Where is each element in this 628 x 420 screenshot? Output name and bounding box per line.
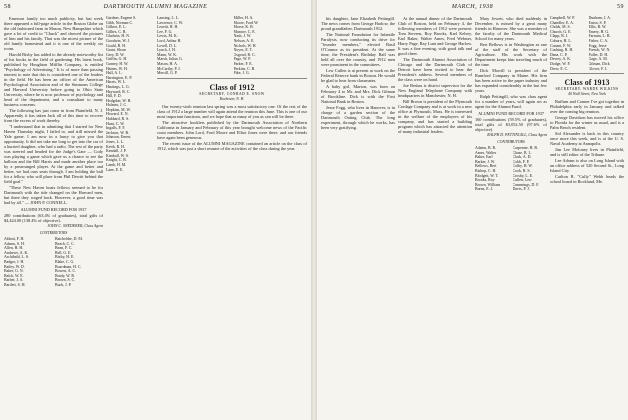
contributor-name: Gillies, C. R. [106, 29, 127, 34]
contributor-name: Pike, J. G. [233, 71, 250, 76]
contributor-name: Lawrence, C. W. [157, 20, 184, 25]
paragraph: Bill Brown is president of the Plymouth Cordage Company and is at work in a new office at Plymouth, Mass. He is interested in the welfare of the employees of his company, and has started a building program which has attracted the attention of many industrial leaders. [398, 99, 472, 134]
contributor-name: Burns, E. J. [475, 187, 494, 192]
right-page-number: 59 [617, 4, 624, 10]
contributor-name: Moore, Ford W. [233, 20, 259, 25]
contributor-name: Kendall, J. P. [106, 149, 127, 154]
contributor-name: Harrington, E. P. [106, 75, 133, 80]
paragraph: Mary Jewett, who died suddenly in December, is missed by a great many friends in Hanover. She was a member of the faculty of the Dartmouth Medical School for many years. [475, 16, 547, 41]
contributor-name: Nelson, A. E. [233, 38, 255, 43]
paragraph: Lee Adams is also on Long Island with an office address of 520 Second St., Long Island City. [550, 158, 624, 174]
contributor-name: Goodwin, W. J. [106, 38, 131, 43]
contributor-name: Miller, H. A. [233, 16, 254, 20]
paragraph: Ralph Pettingill, who was class agent for a number of years, will again act as agent for the Alumni Fund. [475, 94, 547, 109]
contributor-name: Hunt, C. W. [106, 121, 125, 126]
contributor-name: Bishop, C. H. [475, 168, 497, 173]
contributor-name: Gladwin, H. N. [106, 34, 130, 39]
contributor-name: Gilman, Dick [588, 61, 610, 66]
class-agent: RALPH D. PETTINGILL, Class Agent [487, 133, 547, 137]
paragraph: Dick Morrill is president of the Rumford Company in Maine. His firm has been active in the paper industry and has expanded considerably in the last few years. [475, 68, 547, 93]
contributor-name: Clapp, R. J. [550, 34, 569, 39]
magazine-title: DARTMOUTH ALUMNI MAGAZINE [103, 4, 208, 10]
contributor-name: Glover, F. J. [588, 66, 608, 71]
paragraph: Sid Alexander is back in this country once more this week, and is at the U. S. Naval Academy at Annapolis. [550, 131, 624, 147]
contributor-name: French, W. N. [588, 48, 611, 53]
contributor-name: Hopkins, M. W. [106, 107, 131, 112]
contributor-name: Crosby, L. E. [512, 173, 534, 178]
contributor-name: Haines, W. H. [106, 66, 128, 71]
contributor-name: Jackson, W. B. [106, 130, 130, 135]
contributor-name: Bellows, Bert [475, 164, 497, 169]
contributor-name: Barker, J. W. [475, 159, 496, 164]
contributor-name: Eaton, S. P. [588, 20, 607, 25]
contributor-name: Cook, R. S. [512, 168, 531, 173]
contributor-name: Davis, P. J. [512, 187, 530, 192]
contributor-name: Colby, H. W. [512, 164, 533, 169]
contributor-name: Batchelder, D. M. [55, 237, 83, 241]
contributor-name: Hayward, R. C. [106, 89, 131, 94]
contributor-name: Brown, William [475, 182, 501, 187]
contributor-name: Gage, A. M. [588, 57, 608, 62]
contributor-name: Abbott, F. H. [4, 237, 25, 241]
contributor-name: Cummings, D. F. [512, 182, 540, 187]
contributor-name: Keith, R. H. [106, 144, 125, 149]
contributor-name: Brooks, Roy [475, 178, 495, 183]
contributor-name: Mann, W. K. [157, 52, 177, 57]
contributor-name: Leavitt, R. H. [157, 25, 179, 30]
contributor-name: Lord, Arthur H. [157, 38, 182, 43]
contributor-name: Hastings, L. G. [106, 84, 130, 89]
class-heading [550, 78, 624, 97]
contributor-name: Church, G. E. [550, 29, 572, 34]
contributor-name: Drew, E. C. [550, 66, 569, 71]
contributor-name: Lee, F. G. [157, 29, 173, 34]
right-col-3 [475, 16, 547, 418]
contributor-name: Andrews, A. K. [4, 250, 29, 255]
contributor-name: Bowen, A. C. [55, 269, 77, 274]
contributor-name: Archibald, L. S. [4, 255, 29, 260]
left-col3-paragraphs [157, 104, 307, 151]
right-col3-paragraphs [475, 16, 547, 109]
class-address: 40 Wall Street, New York [568, 92, 606, 97]
contributor-name: Dana, C. P. [550, 52, 568, 57]
contributor-name: Lovell, D. L. [157, 43, 178, 48]
paragraph: Jim Lee Moloney lives in Plainfield, and is still editor of the Tribune. [550, 147, 624, 158]
contributor-name: Cobb, F. P. [512, 159, 530, 164]
paragraph: Emerson family too much publicity, but last week there appeared a full-page article in the Boston Globe on the old fashioned farm in Mason, New Hampshire which gave a lot of credit to "Chuck" and showed the pictures of him and his family. That was the nicest picture of the old family homestead and it is one of the weekly six room. [4, 16, 103, 51]
class-secretary: SECRETARY, WARDE WILKINS [555, 87, 619, 92]
paragraph: The attractive booklets published by the Dartmouth Association of Northern California in January and February of this year brought welcome news of the Pacific coast members. John Lord, Ford Moore and Elliot Jones were there, and our friends have again been generous. [157, 119, 307, 140]
contributor-name: Brady, W. R. [55, 273, 75, 278]
paragraph: The following has just come in from Plainfield, N. J. Apparently it has taken Jack all of this time to recover from the excess of work thereby. [4, 108, 103, 123]
class-address: Rochester, N. H. [219, 96, 245, 101]
paragraph: Our twenty-sixth reunion last spring was a most satisfactory one. Of the rest of the class of 1912 a large number will again attend the reunion this June. This is one of our most important functions, and we hope that as many of you as can will be there. [157, 103, 307, 119]
contributor-name: Bailey, W. D. [4, 264, 25, 269]
contributor-name: Clark, A. D. [512, 155, 532, 160]
paragraph: The Dartmouth Alumni Association of Chicago and the Dartmouth Club of Detroit have been invited to hear the President's address. Several members of the class were on hand. [398, 57, 472, 82]
contributor-name: Bell, G. E. [55, 250, 72, 255]
paragraph: At the annual dinner of the Dartmouth Club of Boston, held on February 4, the following members of 1912 were present: Tom Stevens, Roy Brooks, Karl Kelsey, Earl Baker, Walter Ames, Fred Webster, Harry Page, Ray Lunt and George Harlow. It was a fine evening, with good talk and good cheer. [398, 16, 472, 56]
left-running-head [4, 4, 307, 14]
contributor-name: Adams, B. R. [475, 146, 497, 150]
divider [157, 78, 307, 79]
contributor-name: Perkins, C. B. [233, 66, 256, 71]
contributor-name: Gould, R. H. [106, 43, 126, 48]
contributor-name: Parker, F. E. [233, 61, 253, 66]
contributor-name: Childs, M. S. [550, 25, 571, 30]
contributor-name: Fisher, C. A. [588, 38, 609, 43]
contributor-name: McCarthy, P. J. [157, 66, 181, 71]
contributor-name: Morse, K. B. [233, 25, 254, 30]
contributor-name: Fogg, Jesse [588, 43, 607, 48]
right-col-1 [321, 16, 395, 418]
contributor-name: Hill, F. D. [106, 94, 122, 99]
contributor-name: Dunham, J. A. [588, 16, 611, 20]
contributor-name: Chandler, E. A. [550, 20, 574, 25]
contributor-name: Brown, S. C. [55, 278, 76, 283]
fund-record-text: 280 contributions (63.4% of graduates), total gifts of $4,424.00 (138.4% of objective). [4, 213, 103, 223]
contributor-name: Merrill, G. P. [157, 71, 178, 76]
left-col1-paragraphs [4, 16, 103, 205]
right-col-4 [550, 16, 624, 418]
contributor-name: Griffin, G. H. [106, 57, 128, 62]
contributor-name: Cushing, R. H. [550, 48, 574, 53]
contributor-name: Farnum, L. B. [588, 34, 611, 39]
contributor-name: Beach, C. C. [55, 241, 75, 246]
divider [550, 73, 624, 74]
contributor-name: Hall, A. L. [106, 71, 123, 76]
paragraph: Lew Cullen is at present at work on the Federal Reserve bank in Boston. He would be glad to hear from classmates. [321, 68, 395, 83]
paragraph: his daughter, Jane Elizabeth Pettingill. The news comes from George Harlow, the proud grandfather, Dartmouth 1912. [321, 16, 395, 31]
right-col1-paragraphs [321, 16, 395, 130]
contributor-name: Gurney, H. W. [106, 61, 129, 66]
contributor-name: Johnson, Ernest [106, 135, 131, 140]
contributor-name: Campbell, W. P. [550, 16, 575, 20]
contributor-name: Hodgdon, W. H. [106, 98, 132, 103]
left-page [0, 0, 311, 420]
fund-record-text: 160 contributions (59.5% of graduates), total gifts of $3,052.50 (97.6% of objective). [475, 117, 547, 132]
contributor-name: Cullen, Lew [512, 178, 532, 183]
paragraph: Joe Besbas is district supervisor for the New England Telephone Company with headquarters in Manchester, N. H. [398, 83, 472, 98]
contributors-list [4, 237, 103, 288]
contributor-name: Bartlett, S. H. [4, 282, 26, 287]
contributor-name: Allen, H. H. [4, 246, 24, 251]
contributor-name: Adams, S. H. [4, 241, 25, 246]
contributor-name: Howard, E. N. [106, 112, 129, 117]
contributor-name: Gibb, Norman C. [106, 20, 134, 25]
paragraph: A baby girl, Marion, was born on February 4 to Mr. and Mrs. Dick Gilman of Brookline. Dick is with the First National Bank in Boston. [321, 84, 395, 104]
class-secretary: SECRETARY, CONRAD E. SNOW [199, 91, 265, 96]
paragraph: Bert Bellows is in Washington as one of the staff of the Secretary of Agriculture. His work with the Department keeps him traveling much of the time. [475, 42, 547, 67]
fund-record-title: ALUMNI FUND RECORD FOR 1937 [478, 111, 544, 116]
contributor-name: Ames, Walter [475, 150, 497, 155]
contributor-name: Mason, H. A. [157, 61, 178, 66]
left-col-2 [106, 16, 154, 418]
contributor-name: Osgood, R. C. [233, 52, 256, 57]
contributor-name: Lansing, L. L. [157, 16, 180, 20]
right-col-2 [398, 16, 472, 418]
contributor-name: Noyes, E. T. [233, 48, 253, 53]
contributor-name: Gardner, Eugene S. [106, 16, 137, 20]
paragraph: George Davidson has moved his office to Florida for the winter as usual, and is a Palm Beach resident. [550, 115, 624, 131]
contributor-name: Gilbert, E. L. [106, 25, 127, 30]
contributors-heading: CONTRIBUTORS [39, 231, 68, 235]
right-col2-paragraphs [398, 16, 472, 134]
contributor-name: Jones, L. L. [106, 140, 125, 145]
contributor-name: Buck, J. P. [55, 282, 72, 287]
contributor-name: Holmes, J. C. [106, 103, 128, 108]
contributor-name: Ellis, R. W. [588, 25, 607, 30]
contributor-name: Page, W. P. [233, 57, 251, 62]
contributor-name: Knight, C. R. [106, 158, 127, 163]
contributor-name: Barber, J. A. [4, 278, 24, 283]
contributor-name: Munroe, C. E. [233, 29, 256, 34]
paragraph: Buffum and Conner I've got together in Philadelphia early in January and talked over the coming big reunion. [550, 99, 624, 115]
contributor-name: Coburn, H. L. [550, 38, 572, 43]
contributor-name: Hubbard, R. S. [106, 117, 130, 122]
contributor-name: Balch, W. E. [4, 273, 24, 278]
left-columns [4, 16, 307, 418]
contributors-heading: CONTRIBUTORS [497, 140, 525, 144]
paragraph: The National Foundation for Infantile Paralysis, now conducting its drive for "founder members," elected Basil O'Connor as its president. At the same time, the President's Birthday Ball was held all over the country, and 1912 men were prominent in the committees. [321, 32, 395, 67]
issue-date: MARCH, 1938 [451, 4, 494, 10]
contributor-name: Dewey, A. K. [550, 57, 572, 62]
left-page-number: 58 [4, 4, 11, 10]
contributor-name: Nash, J. W. [233, 34, 252, 39]
right-page [317, 0, 628, 420]
right-running-head [321, 4, 624, 14]
contributor-name: Lane, E. E. [106, 167, 124, 172]
contributor-name: Harris, W. L. [106, 80, 127, 85]
contributor-name: Dodge, W. F. [550, 61, 571, 66]
contributor-name: Fuller, D. H. [588, 52, 609, 57]
paragraph: Jesse Fogg, who lives in Hanover, is in charge of a garden section of the Dartmouth Outing Club. The long experiment, through which he works, has been very gratifying. [321, 105, 395, 130]
class-agent: JOHN C. SNEDEKER, Class Agent [47, 224, 103, 228]
class-title: Class of 1912 [209, 82, 255, 92]
contributor-name: Emery, H. G. [588, 29, 610, 34]
contributors-list [106, 16, 154, 172]
right-col4-paragraphs [550, 99, 624, 184]
contributor-name: Lewis, M. K. [157, 34, 178, 39]
paragraph: Carlton R. "Cully" Webb heads the school board in Rockland, Me. [550, 174, 624, 185]
contributor-name: Grant, Sloan [106, 48, 126, 53]
contributor-name: Badger, J. H. [4, 259, 25, 264]
contributor-name: Marsh, Julius G. [157, 57, 183, 62]
paragraph: "I understand that in admitting that I started for New Haven Thursday night, I failed to, and still missed the Yale game. I am now in a hurry to give you that opportunity. It did not take me long to get into the car of a hurried daughter, who had a radio. The rest of the party was steered and headed for the Judge's Gate — Cody was playing a game which gave us a chance to see the balloon and the Bill Harris and made another place too by a prearranged player. At the game and better and better, we had ours seats through. I am holding the ball for a fellow, who will place from Phil Dewitt behind the field goal." [4, 124, 103, 184]
paragraph: "These New Haven boats fellows seemed to be for Dartmouth with the tide changed on the Harvard men, but there they waged back. However, a good time was had by all." — JOHN P. CONNELL. [4, 185, 103, 205]
contributor-name: Blake, C. G. [55, 259, 75, 264]
contributor-name: Bixby, H. E. [55, 255, 75, 260]
class-heading [157, 83, 307, 102]
contributors-list [475, 146, 547, 192]
left-col-1 [4, 16, 103, 418]
contributor-name: Conant, F. W. [550, 43, 572, 48]
class-title: Class of 1913 [564, 78, 610, 88]
contributor-name: Ingalls, F. F. [106, 126, 126, 131]
contributor-name: Baker, Earl [475, 155, 493, 160]
contributor-name: Nichols, W. H. [233, 43, 257, 48]
contributor-name: Bean, F. C. [55, 246, 73, 251]
contributor-name: Carpenter, H. B. [512, 146, 538, 150]
left-col-3 [157, 16, 307, 418]
contributor-name: Lynch, J. H. [157, 48, 176, 53]
contributor-name: Chase, R. L. [512, 150, 532, 155]
paragraph: The recent issue of the ALUMNI MAGAZINE contained an article on the class of 1912, which was just a short resume of the activities of the class during the year. [157, 140, 307, 151]
contributor-name: Boardman, H. C. [55, 264, 82, 269]
contributor-name: Lamb, H. M. [106, 163, 127, 167]
contributor-name: Kimball, W. S. [106, 153, 130, 158]
contributor-name: Baker, G. N. [4, 269, 24, 274]
contributor-name: Blodgett, W. T. [475, 173, 499, 178]
paragraph: Harold Bixby has added to the already noteworthy list of his books in the field of gardening. His latest book, published by Houghton Mifflin Company, is entitled "Psychology of Advertising." It is of more than passing interest to note that this is considered one of the leaders in the field. He has been an officer of the American Psychological Association and of the Simmons College and Harvard University before going to Ohio State University, where he is now professor of psychology and head of the department, and a consultant to many business concerns. [4, 52, 103, 107]
contributor-name: Grey, D. W. [106, 52, 125, 57]
contributors-list [550, 16, 624, 71]
right-columns [321, 16, 624, 418]
contributors-list [157, 16, 307, 76]
fund-record-title: ALUMNI FUND RECORD FOR 1937 [20, 207, 87, 212]
